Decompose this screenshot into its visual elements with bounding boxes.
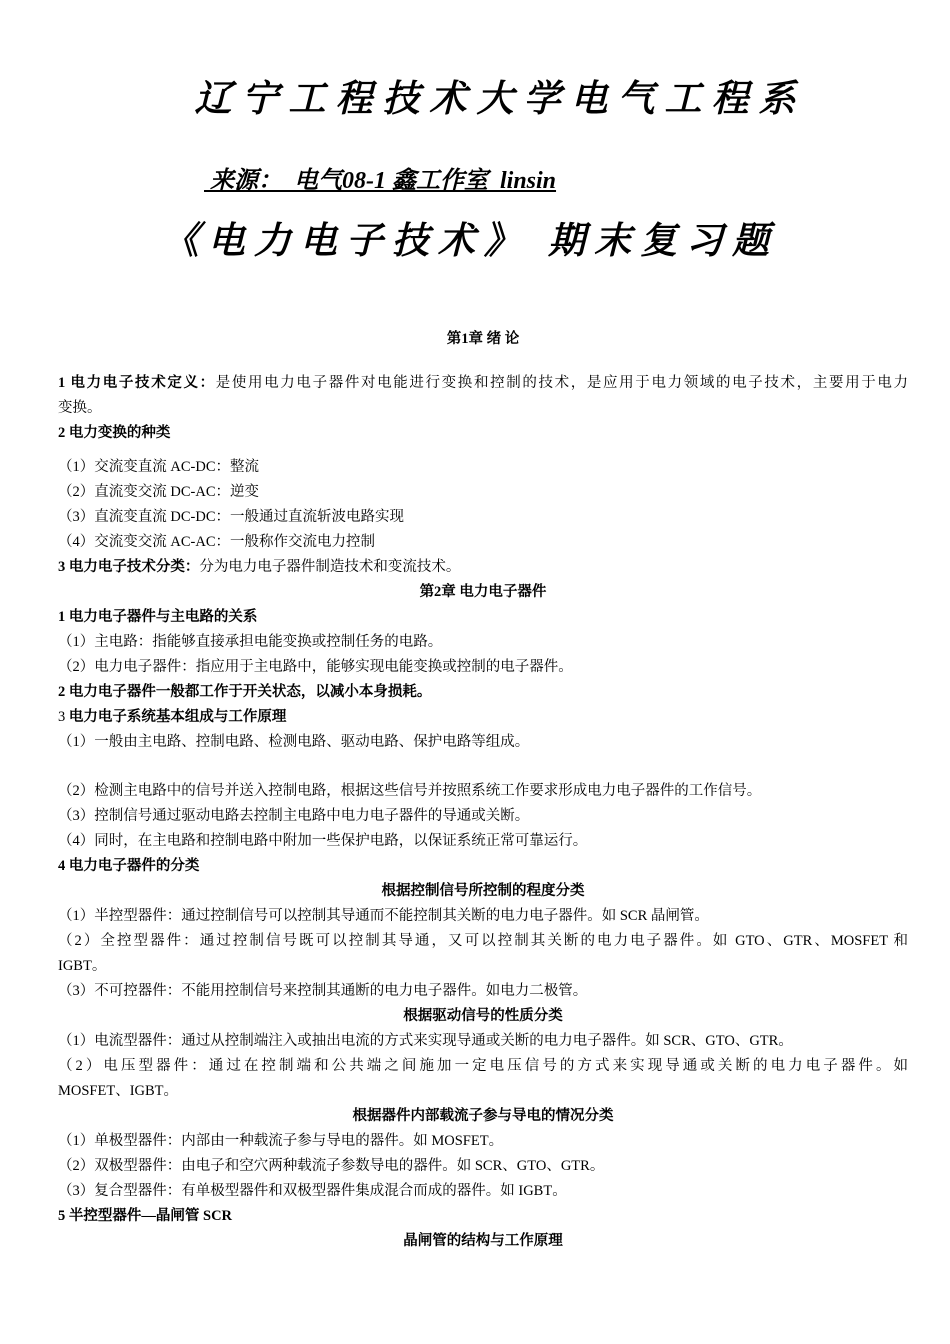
section-heading: 5 半控型器件—晶闸管 SCR bbox=[58, 1208, 233, 1224]
list-item: （1）半控型器件：通过控制信号可以控制其导通而不能控制其关断的电力电子器件。如 SCR 晶闸管。 bbox=[58, 908, 709, 924]
classification-text: 分为电力电子器件制造技术和变流技术。 bbox=[199, 559, 461, 575]
section-title: 电力电子系统基本组成与工作原理 bbox=[68, 709, 287, 725]
section-heading: 1 电力电子器件与主电路的关系 bbox=[58, 609, 258, 625]
section-heading-3 bbox=[58, 705, 908, 730]
conversion-type-item: （4）交流变交流 AC-AC：一般称作交流电力控制 bbox=[58, 534, 375, 550]
definition-text: 是使用电力电子器件对电能进行变换和控制的技术，是应用于电力领域的电子技术，主要用于电力 bbox=[215, 375, 909, 391]
chapter-1-heading: 第1章 绪 论 bbox=[446, 331, 520, 347]
source-line: 来源： 电气08-1 鑫工作室 linsin bbox=[204, 168, 557, 194]
list-item: （3）复合型器件：有单极型器件和双极型器件集成混合而成的器件。如 IGBT。 bbox=[58, 1183, 567, 1199]
subsection-heading: 根据器件内部载流子参与导电的情况分类 bbox=[352, 1108, 614, 1124]
subsection-heading: 根据驱动信号的性质分类 bbox=[403, 1008, 563, 1024]
subsection-heading: 晶闸管的结构与工作原理 bbox=[403, 1233, 563, 1249]
list-item: （1）单极型器件：内部由一种载流子参与导电的器件。如 MOSFET。 bbox=[58, 1133, 504, 1149]
conversion-type-item: （3）直流变直流 DC-DC：一般通过直流斩波电路实现 bbox=[58, 509, 404, 525]
conversion-type-item: （2）直流变交流 DC-AC：逆变 bbox=[58, 484, 259, 500]
list-item: （3）控制信号通过驱动电路去控制主电路中电力电子器件的导通或关断。 bbox=[58, 808, 530, 824]
conversion-types-heading: 2 电力变换的种类 bbox=[58, 425, 171, 441]
definition-label: 1 电力电子技术定义： bbox=[58, 375, 216, 391]
definition-paragraph bbox=[58, 371, 908, 396]
classification-paragraph bbox=[58, 555, 908, 580]
list-item: （2）电压型器件：通过在控制端和公共端之间施加一定电压信号的方式来实现导通或关断的电力电子器件。如 bbox=[58, 1058, 908, 1074]
subsection-heading: 根据控制信号所控制的程度分类 bbox=[381, 883, 585, 899]
conversion-type-item: （1）交流变直流 AC-DC：整流 bbox=[58, 459, 259, 475]
list-item: （2）检测主电路中的信号并送入控制电路，根据这些信号并按照系统工作要求形成电力电子器件的工作信号。 bbox=[58, 783, 762, 799]
list-item: （2）全控型器件：通过控制信号既可以控制其导通，又可以控制其关断的电力电子器件。如 GTO、GTR、MOSFET 和 bbox=[58, 933, 908, 949]
list-item: （1）主电路：指能够直接承担电能变换或控制任务的电路。 bbox=[58, 634, 443, 650]
list-item: （1）一般由主电路、控制电路、检测电路、驱动电路、保护电路等组成。 bbox=[58, 734, 530, 750]
chapter-2-heading: 第2章 电力电子器件 bbox=[419, 584, 547, 600]
list-item-cont: MOSFET、IGBT。 bbox=[58, 1083, 179, 1099]
list-item: （2）电力电子器件：指应用于主电路中，能够实现电能变换或控制的电子器件。 bbox=[58, 659, 573, 675]
document-title: 辽宁工程技术大学电气工程系 bbox=[194, 79, 806, 120]
classification-label: 3 电力电子技术分类： bbox=[58, 559, 200, 575]
list-item: （1）电流型器件：通过从控制端注入或抽出电流的方式来实现导通或关断的电力电子器件。如 SCR、GTO、GTR。 bbox=[58, 1033, 793, 1049]
list-item: （3）不可控器件：不能用控制信号来控制其通断的电力电子器件。如电力二极管。 bbox=[58, 983, 588, 999]
definition-text-cont: 变换。 bbox=[58, 400, 102, 416]
section-number: 3 bbox=[58, 709, 69, 725]
section-heading: 4 电力电子器件的分类 bbox=[58, 858, 200, 874]
list-item: （4）同时，在主电路和控制电路中附加一些保护电路，以保证系统正常可靠运行。 bbox=[58, 833, 588, 849]
section-heading: 2 电力电子器件一般都工作于开关状态，以减小本身损耗。 bbox=[58, 684, 432, 700]
list-item: （2）双极型器件：由电子和空穴两种载流子参数导电的器件。如 SCR、GTO、GTR。 bbox=[58, 1158, 605, 1174]
document-subtitle: 《电力电子技术》 期末复习题 bbox=[161, 221, 779, 262]
list-item-cont: IGBT。 bbox=[58, 958, 107, 974]
